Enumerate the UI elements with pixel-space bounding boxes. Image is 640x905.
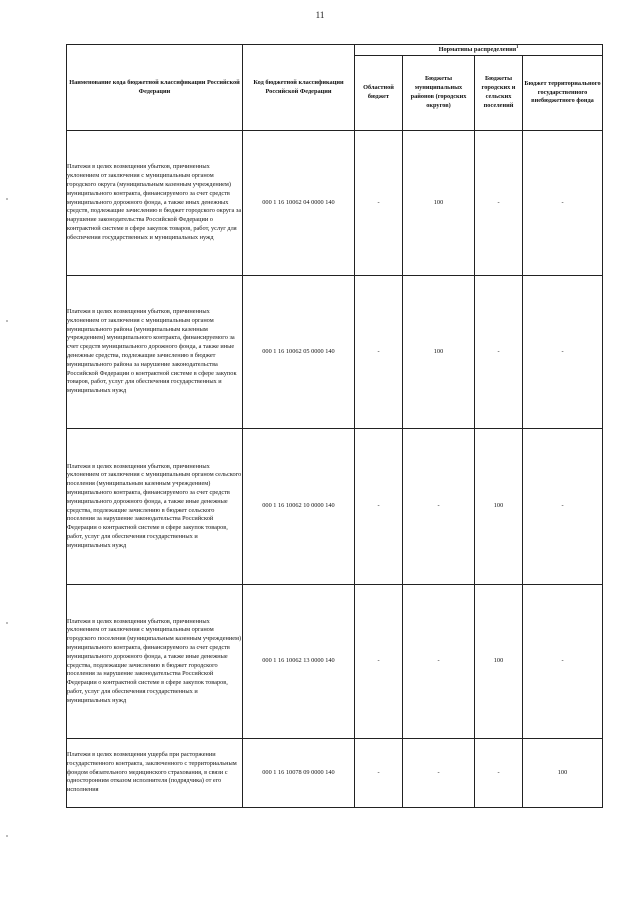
header-footnote-mark: 1 [516, 43, 519, 49]
row-regional: - [355, 276, 403, 429]
row-municipal: - [403, 739, 475, 808]
budget-classification-table [66, 44, 603, 808]
row-regional: - [355, 585, 403, 739]
header-name: Наименование кода бюджетной классификации Российской Федерации [67, 45, 243, 131]
row-regional: - [355, 739, 403, 808]
row-fund: - [523, 429, 603, 585]
row-name: Платежи в целях возмещения убытков, причиненных уклонением от заключения с муниципальным органом городского поселения (муниципальным казенным учреждением) муниципального контракта, финансируемого за счет средств муниципального дорожного фонда, а также иные денежные средства, подлежащие зачислению в бюджет городского поселения за нарушение законодательства Российской Федерации о контрактной системе в сфере закупок товаров, работ, услуг для обеспечения государственных и муниципальных нужд [67, 585, 243, 739]
row-settlements: - [475, 276, 523, 429]
row-settlements: 100 [475, 429, 523, 585]
header-code: Код бюджетной классификации Российской Федерации [243, 45, 355, 131]
header-settlement-budgets: Бюджеты городских и сельских поселений [475, 56, 523, 131]
header-fund-budget: Бюджет территориального государственного внебюджетного фонда [523, 56, 603, 131]
row-fund: - [523, 131, 603, 276]
table-row [67, 131, 603, 276]
row-settlements: 100 [475, 585, 523, 739]
row-fund: 100 [523, 739, 603, 808]
row-fund: - [523, 276, 603, 429]
row-regional: - [355, 131, 403, 276]
table-row [67, 739, 603, 808]
header-municipal-budgets: Бюджеты муниципальных районов (городских округов) [403, 56, 475, 131]
header-regional-budget: Областной бюджет [355, 56, 403, 131]
row-code: 000 1 16 10062 05 0000 140 [243, 276, 355, 429]
row-name: Платежи в целях возмещения убытков, причиненных уклонением от заключения с муниципальным органом сельского поселения (муниципальным казенным учреждением) муниципального контракта, финансируемого за счет средств муниципального дорожного фонда, а также иные денежные средства, подлежащие зачислению в бюджет сельского поселения за нарушение законодательства Российской Федерации о контрактной системе в сфере закупок товаров, работ, услуг для обеспечения государственных и муниципальных нужд [67, 429, 243, 585]
row-name: Платежи в целях возмещения убытков, причиненных уклонением от заключения с муниципальным органом городского округа (муниципальным казенным учреждением) муниципального контракта, финансируемого за счет средств муниципального дорожного фонда, а также иных денежных средств, подлежащие зачислению в бюджет городского округа за нарушение законодательства Российской Федерации о контрактной системе в сфере закупок товаров, работ, услуг для обеспечения государственных и муниципальных нужд [67, 131, 243, 276]
row-name: Платежи в целях возмещения ущерба при расторжении государственного контракта, заключенного с территориальным фондом обязательного медицинского страхования, в связи с односторонним отказом исполнителя (подрядчика) от его исполнения [67, 739, 243, 808]
header-distribution-norms [355, 45, 603, 56]
scan-margin-dot [6, 320, 8, 322]
row-municipal: - [403, 585, 475, 739]
table-row [67, 429, 603, 585]
scan-margin-dot [6, 835, 8, 837]
row-settlements: - [475, 739, 523, 808]
row-code: 000 1 16 10062 10 0000 140 [243, 429, 355, 585]
table-row [67, 585, 603, 739]
page-number: 11 [315, 10, 325, 20]
row-fund: - [523, 585, 603, 739]
row-settlements: - [475, 131, 523, 276]
row-regional: - [355, 429, 403, 585]
row-code: 000 1 16 10062 13 0000 140 [243, 585, 355, 739]
table-row [67, 276, 603, 429]
scan-margin-dot [6, 622, 8, 624]
row-name: Платежи в целях возмещения убытков, причиненных уклонением от заключения с муниципальным органом муниципального района (муниципальным казенным учреждением) муниципального контракта, финансируемого за счет средств муниципального дорожного фонда, а также иные денежные средства, подлежащие зачислению в бюджет муниципального района за нарушение законодательства Российской Федерации о контрактной системе в сфере закупок товаров, работ, услуг для обеспечения государственных и муниципальных нужд [67, 276, 243, 429]
row-municipal: - [403, 429, 475, 585]
row-code: 000 1 16 10062 04 0000 140 [243, 131, 355, 276]
row-municipal: 100 [403, 276, 475, 429]
scan-margin-dot [6, 198, 8, 200]
row-municipal: 100 [403, 131, 475, 276]
header-distribution-norms-title: Нормативы распределения [438, 45, 517, 53]
row-code: 000 1 16 10078 09 0000 140 [243, 739, 355, 808]
